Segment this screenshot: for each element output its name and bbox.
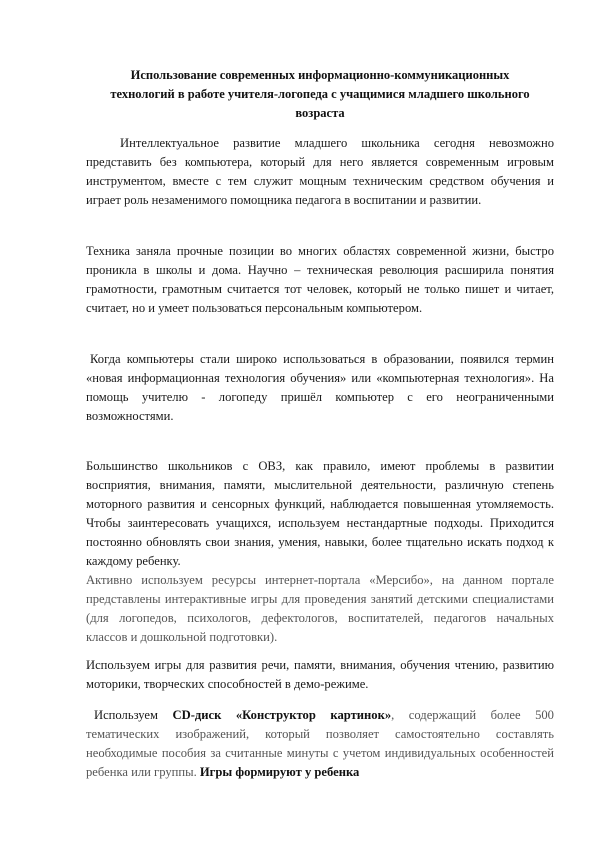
paragraph-7-bold-end: Игры формируют у ребенка: [199, 764, 360, 779]
paragraph-7-middle: , содержащий более 500 тематических изображений, который позволяет самостоятельно составлять необходимые пособия за считанные минуты с учетом индивидуальных особенностей ребенка или группы.: [86, 708, 554, 779]
paragraph-2: Техника заняла прочные позиции во многих областях современной жизни, быстро проникла в школы и дома. Научно – техническая революция расширила понятия грамотности, грамотным считается тот человек, который не только пишет и читает, считает, но и умеет пользоваться персональным компьютером.: [86, 244, 554, 315]
paragraph-1: Интеллектуальное развитие младшего школьника сегодня невозможно представить без компьютера, который для него является современным игровым инструментом, вместе с тем служит мощным техническим средством обучения и играет роль незаменимого помощника педагога в воспитании и развитии.: [86, 136, 554, 207]
paragraph-7-bold: CD-диск «Конструктор картинок»: [172, 708, 392, 722]
paragraph-7-prefix: Используем: [94, 708, 173, 722]
paragraph-3: Когда компьютеры стали широко использоваться в образовании, появился термин «новая информационная технология обучения» или «компьютерная технология». На помощь учителю - логопеду пришёл компьютер с его неограниченными возможностями.: [86, 352, 554, 423]
paragraph-7: [86, 706, 554, 782]
paragraph-4: Большинство школьников с ОВЗ, как правило, имеют проблемы в развитии восприятия, внимания, памяти, мыслительной деятельности, различную степень моторного развития и сенсорных функций, наблюдается повышенная утомляемость. Чтобы заинтересовать учащихся, используем нестандартные подходы. Приходится постоянно обновлять свои знания, умения, навыки, более тщательно искать подход к каждому ребенку.: [86, 459, 554, 568]
document-title: Использование современных информационно-коммуникационных технологий в работе учителя-логопеда с учащимися младшего школьного возраста: [110, 68, 530, 120]
paragraph-5: Активно используем ресурсы интернет-портала «Мерсибо», на данном портале представлены интерактивные игры для проведения занятий детскими специалистами (для логопедов, психологов, дефектологов, воспитателей, педагогов начальных классов и дошкольной подготовки).: [86, 573, 554, 644]
paragraph-6: Используем игры для развития речи, памяти, внимания, обучения чтению, развитию моторики, творческих способностей в демо-режиме.: [86, 658, 554, 691]
